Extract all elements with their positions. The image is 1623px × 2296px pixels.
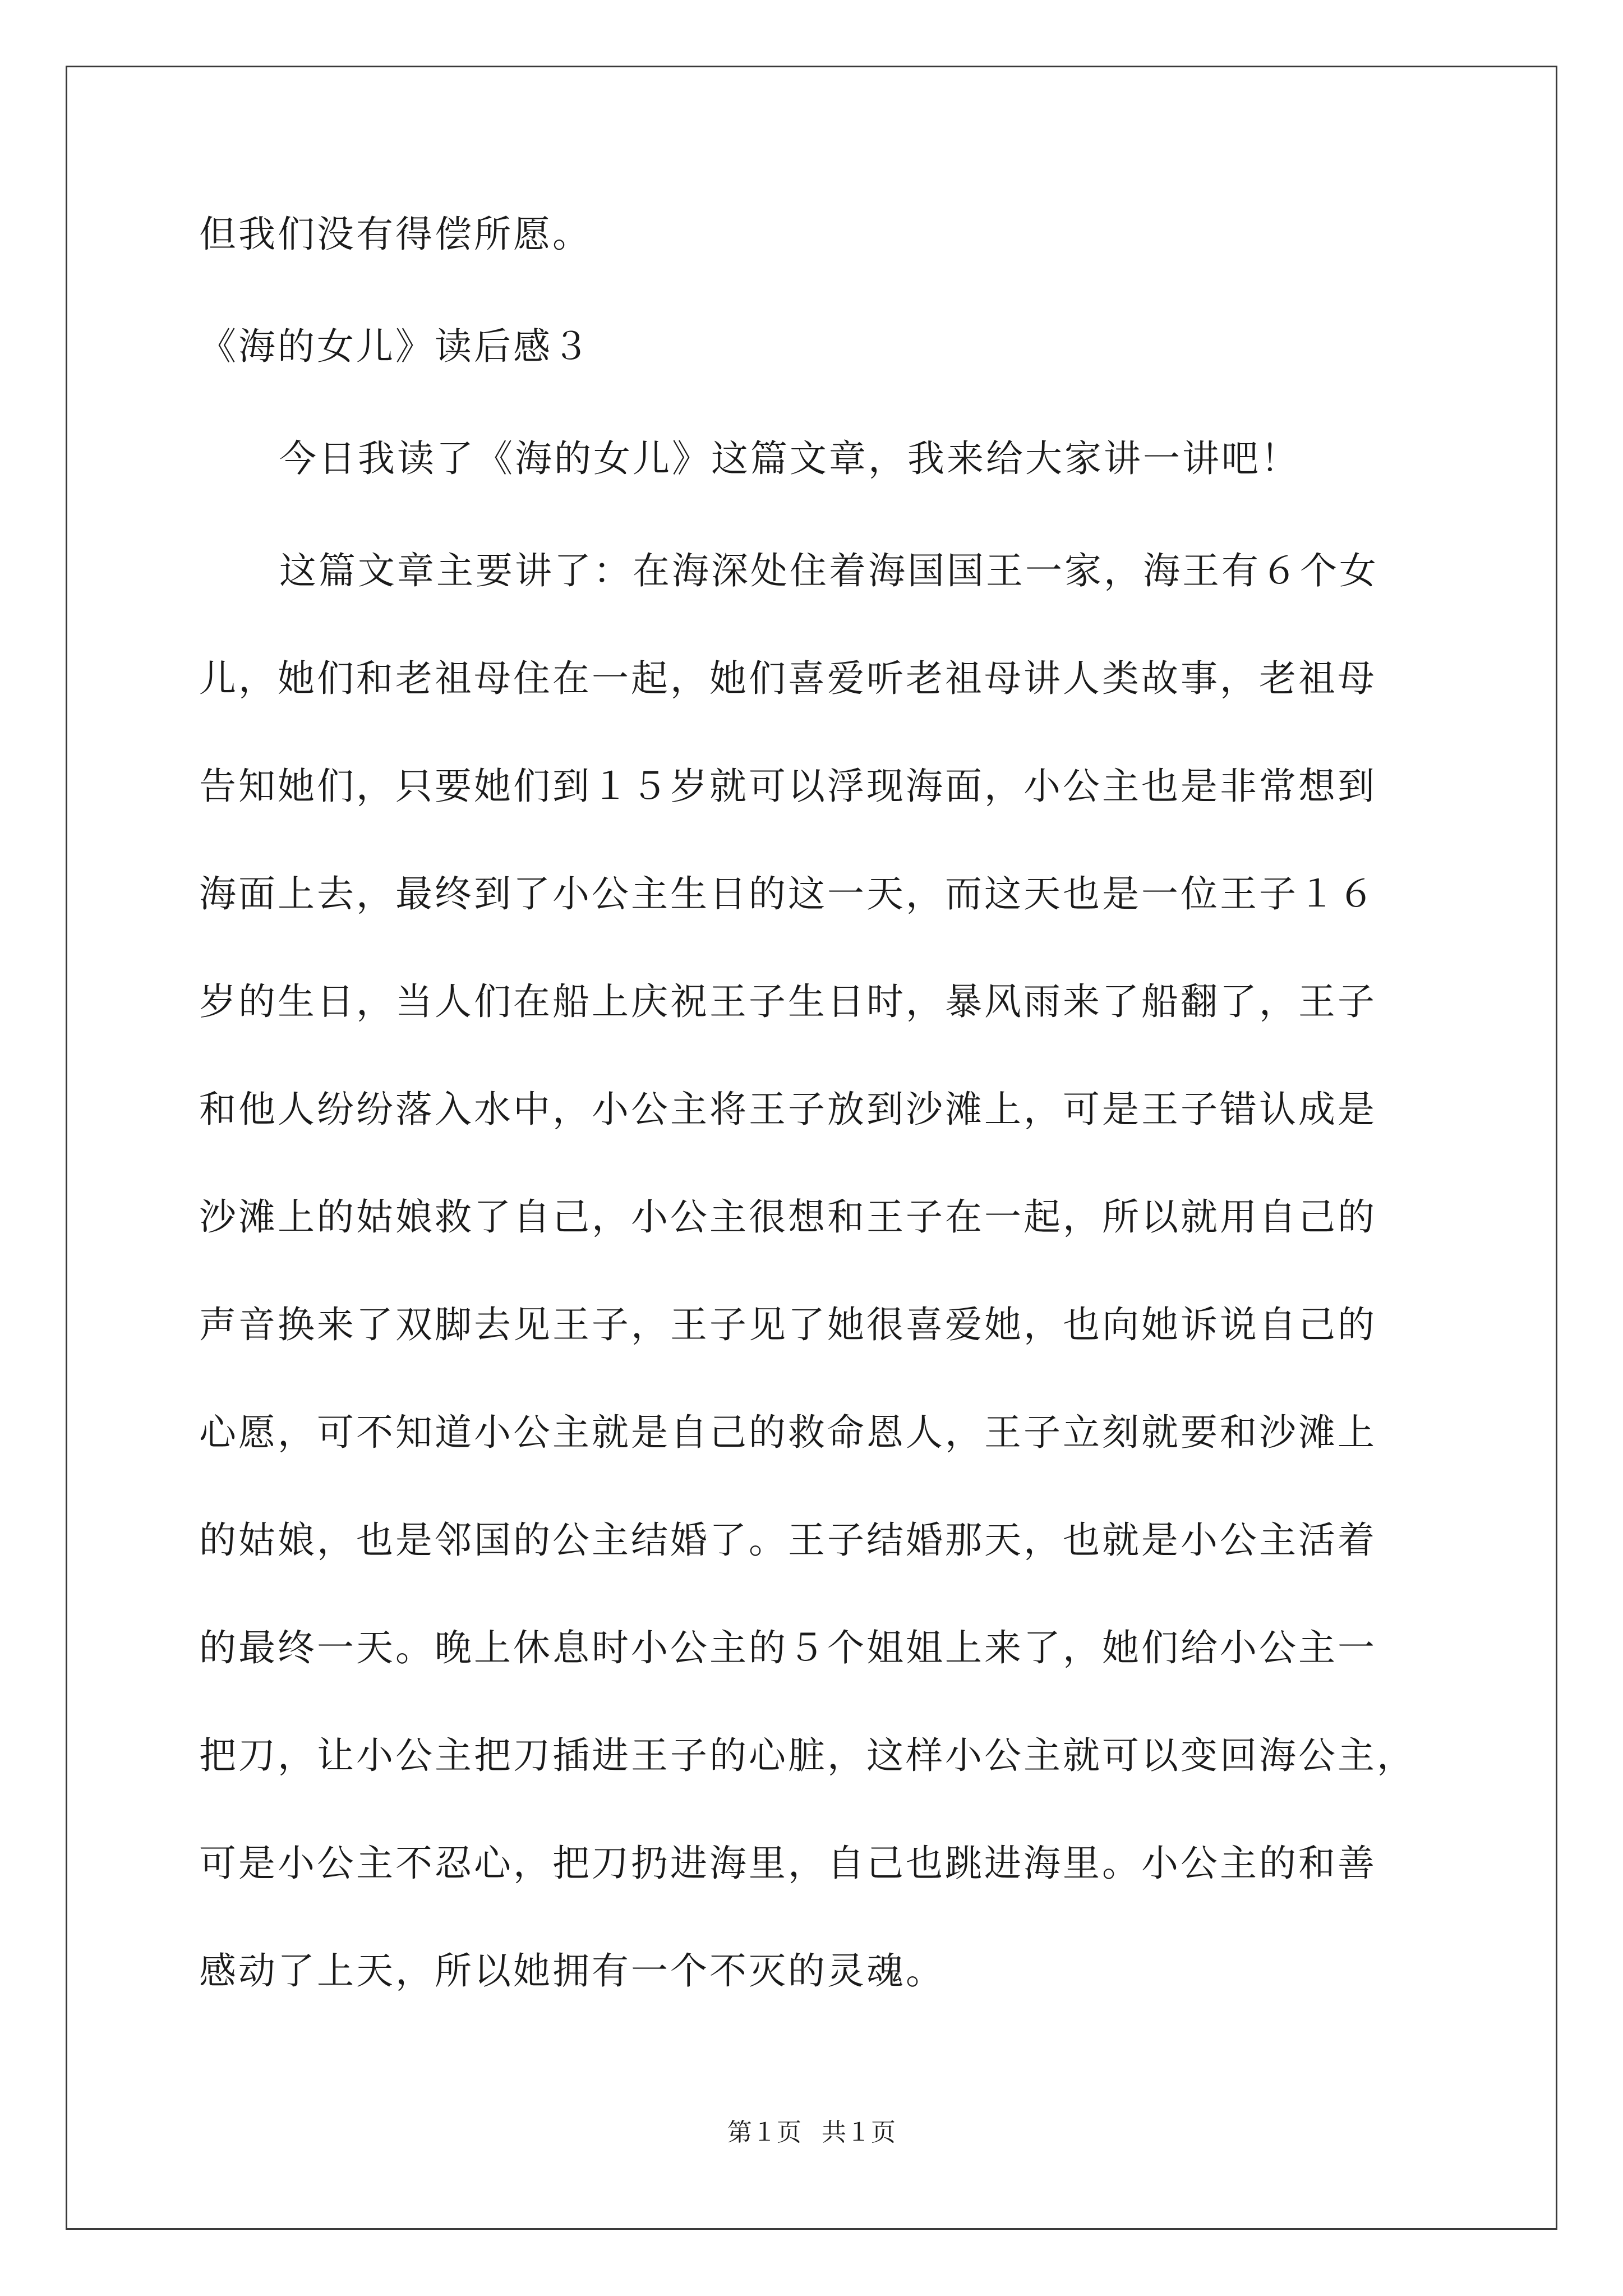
paragraph-line: 可是小公主不忍心，把刀扔进海里，自己也跳进海里。小公主的和善 xyxy=(199,1842,1377,1885)
paragraph-line: 这篇文章主要讲了：在海深处住着海国国王一家，海王有６个女 xyxy=(279,549,1378,592)
paragraph-line: 海面上去，最终到了小公主生日的这一天，而这天也是一位王子１６ xyxy=(199,872,1377,915)
paragraph-line: 感动了上天，所以她拥有一个不灭的灵魂。 xyxy=(199,1949,945,1993)
paragraph-line: 的最终一天。晚上休息时小公主的５个姐姐上来了，她们给小公主一 xyxy=(199,1626,1377,1669)
page-border xyxy=(66,66,1557,2230)
paragraph-line: 岁的生日，当人们在船上庆祝王子生日时，暴风雨来了船翻了，王子 xyxy=(199,980,1377,1023)
paragraph-line: 心愿，可不知道小公主就是自己的救命恩人，王子立刻就要和沙滩上 xyxy=(199,1411,1377,1454)
paragraph-line: 告知她们，只要她们到１５岁就可以浮现海面，小公主也是非常想到 xyxy=(199,765,1377,808)
text-line-continuation: 但我们没有得偿所愿。 xyxy=(199,213,592,256)
paragraph-line: 的姑娘，也是邻国的公主结婚了。王子结婚那天，也就是小公主活着 xyxy=(199,1519,1377,1562)
paragraph-line: 把刀，让小公主把刀插进王子的心脏，这样小公主就可以变回海公主， xyxy=(199,1734,1416,1777)
section-heading: 《海的女儿》读后感３ xyxy=(199,325,592,368)
page-footer xyxy=(0,2116,1623,2150)
paragraph-intro: 今日我读了《海的女儿》这篇文章，我来给大家讲一讲吧！ xyxy=(279,437,1300,480)
paragraph-line: 和他人纷纷落入水中，小公主将王子放到沙滩上，可是王子错认成是 xyxy=(199,1088,1377,1131)
page-number-total: 共１页 xyxy=(822,2118,896,2147)
paragraph-line: 声音换来了双脚去见王子，王子见了她很喜爱她，也向她诉说自己的 xyxy=(199,1303,1377,1346)
paragraph-line: 沙滩上的姑娘救了自己，小公主很想和王子在一起，所以就用自己的 xyxy=(199,1195,1377,1239)
paragraph-line: 儿，她们和老祖母住在一起，她们喜爱听老祖母讲人类故事，老祖母 xyxy=(199,657,1377,700)
page-number-current: 第１页 xyxy=(727,2118,801,2147)
